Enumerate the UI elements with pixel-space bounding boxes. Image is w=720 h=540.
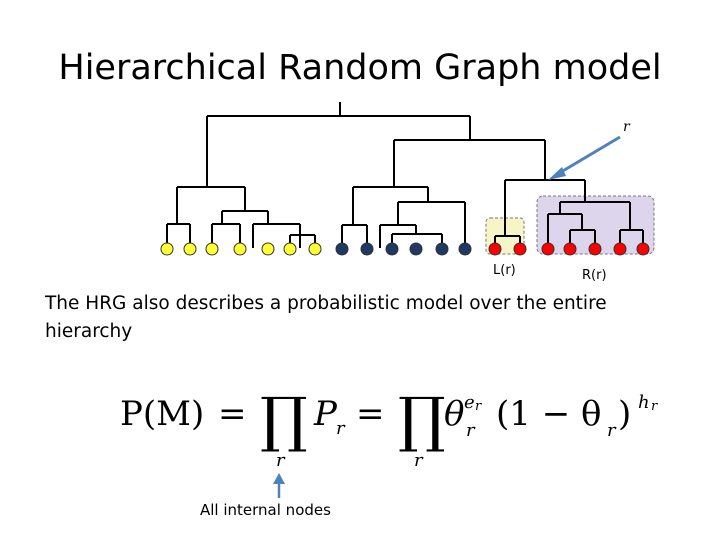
leaf-yellow [262,243,274,255]
internal-nodes-note: All internal nodes [200,501,331,519]
formula-close-paren: ) [618,394,632,434]
leaf-red [489,243,501,255]
formula-product-1-index: r [276,450,285,471]
internal-nodes-arrowhead [273,473,285,484]
page-title: Hierarchical Random Graph model [58,48,662,88]
leaf-red [589,243,601,255]
leaf-yellow [184,243,196,255]
left-subtree-label: L(r) [493,263,516,278]
hrg-description: The HRG also describes a probabilistic model over the entire hierarchy [45,293,607,342]
formula-product-2-index: r [414,450,423,471]
formula-equals-1: = [218,394,247,434]
leaf-yellow [234,243,246,255]
leaf-yellow [309,243,321,255]
formula-complement-sub: r [607,420,616,441]
formula-product-1: ∏ [260,385,308,455]
leaf-red [542,243,554,255]
leaf-blue [459,243,471,255]
leaf-blue [361,243,373,255]
leaf-blue [386,243,398,255]
formula-theta: θ [444,394,465,434]
right-subtree-label: R(r) [582,268,607,283]
formula-p-r: P [314,394,337,434]
leaf-red [514,243,526,255]
leaf-blue [336,243,348,255]
formula-lhs: P(M) [120,394,205,434]
hrg-likelihood-formula [120,385,658,471]
formula-exponent-sub: r [651,399,658,414]
leaf-red [614,243,626,255]
formula-theta-sub: r [466,420,475,441]
formula-complement: (1 − θ [496,394,602,434]
leaf-blue [436,243,448,255]
leaf-red [564,243,576,255]
leaf-blue [410,243,422,255]
formula-product-2: ∏ [398,385,446,455]
formula-equals-2: = [356,394,385,434]
leaf-yellow [206,243,218,255]
formula-p-r-sub: r [336,418,345,439]
leaf-yellow [284,243,296,255]
leaf-yellow [161,243,173,255]
leaf-red [637,243,649,255]
r-label: r [623,119,630,135]
formula-theta-sup: e [464,392,475,413]
formula-theta-sup-sub: r [475,399,482,414]
formula-exponent: h [638,392,650,413]
r-pointer-arrow [556,137,620,175]
